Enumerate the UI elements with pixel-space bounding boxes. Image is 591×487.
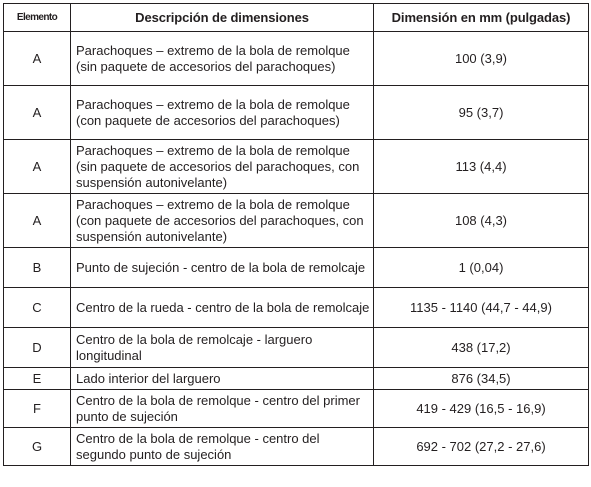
cell-dimension: 108 (4,3) <box>374 194 589 248</box>
cell-item: B <box>4 248 71 288</box>
table-row <box>4 32 589 86</box>
cell-dimension: 95 (3,7) <box>374 86 589 140</box>
table-row <box>4 328 589 368</box>
cell-dimension: 1 (0,04) <box>374 248 589 288</box>
cell-description: Punto de sujeción - centro de la bola de remolcaje <box>71 248 374 288</box>
cell-dimension: 692 - 702 (27,2 - 27,6) <box>374 428 589 466</box>
cell-description: Centro de la bola de remolcaje - larguero longitudinal <box>71 328 374 368</box>
cell-dimension: 1135 - 1140 (44,7 - 44,9) <box>374 288 589 328</box>
header-dimension: Dimensión en mm (pulgadas) <box>374 4 589 32</box>
cell-item: A <box>4 86 71 140</box>
table-row <box>4 86 589 140</box>
table-row <box>4 140 589 194</box>
cell-description: Parachoques – extremo de la bola de remolque (con paquete de accesorios del parachoques, con suspensión autonivelante) <box>71 194 374 248</box>
cell-item: D <box>4 328 71 368</box>
header-description: Descripción de dimensiones <box>71 4 374 32</box>
cell-description: Parachoques – extremo de la bola de remolque (con paquete de accesorios del parachoques) <box>71 86 374 140</box>
table-row <box>4 194 589 248</box>
table-row <box>4 368 589 390</box>
cell-dimension: 438 (17,2) <box>374 328 589 368</box>
cell-description: Centro de la bola de remolque - centro del primer punto de sujeción <box>71 390 374 428</box>
table-header-row <box>4 4 589 32</box>
cell-description: Lado interior del larguero <box>71 368 374 390</box>
cell-dimension: 876 (34,5) <box>374 368 589 390</box>
cell-description: Centro de la rueda - centro de la bola de remolcaje <box>71 288 374 328</box>
cell-item: C <box>4 288 71 328</box>
header-item: Elemento <box>4 4 71 32</box>
table-row <box>4 288 589 328</box>
cell-item: A <box>4 140 71 194</box>
cell-item: G <box>4 428 71 466</box>
cell-dimension: 113 (4,4) <box>374 140 589 194</box>
dimensions-table-container <box>3 3 589 466</box>
cell-dimension: 419 - 429 (16,5 - 16,9) <box>374 390 589 428</box>
cell-description: Centro de la bola de remolque - centro del segundo punto de sujeción <box>71 428 374 466</box>
cell-item: E <box>4 368 71 390</box>
dimensions-table <box>3 3 589 466</box>
cell-description: Parachoques – extremo de la bola de remolque (sin paquete de accesorios del parachoques, con suspensión autonivelante) <box>71 140 374 194</box>
cell-item: A <box>4 194 71 248</box>
table-row <box>4 248 589 288</box>
cell-item: A <box>4 32 71 86</box>
cell-dimension: 100 (3,9) <box>374 32 589 86</box>
table-row <box>4 428 589 466</box>
table-row <box>4 390 589 428</box>
cell-description: Parachoques – extremo de la bola de remolque (sin paquete de accesorios del parachoques) <box>71 32 374 86</box>
cell-item: F <box>4 390 71 428</box>
